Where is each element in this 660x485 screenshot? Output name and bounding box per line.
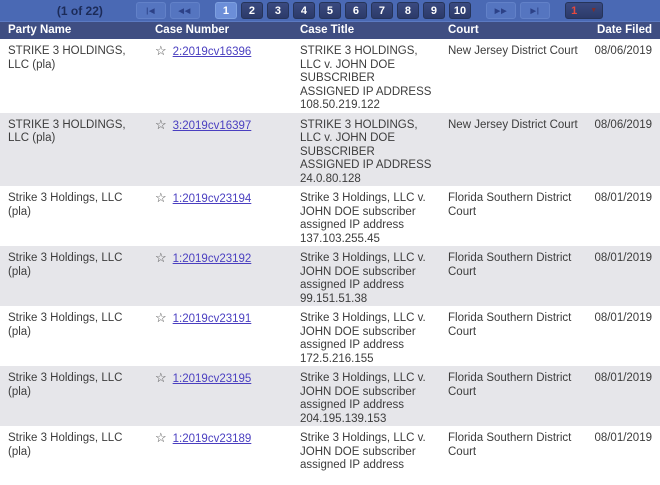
case-number-cell — [147, 426, 295, 485]
table-row — [0, 306, 660, 366]
page-button[interactable]: 1 — [215, 2, 237, 19]
next-page-icon: ▶▶ — [494, 7, 508, 15]
first-page-button[interactable] — [136, 2, 166, 19]
star-icon[interactable]: ☆ — [155, 190, 167, 205]
case-number-link[interactable]: 1:2019cv23195 — [172, 373, 252, 385]
case-number-cell — [147, 186, 295, 246]
party-name-cell: STRIKE 3 HOLDINGS, LLC (pla) — [8, 45, 126, 71]
table-row — [0, 246, 660, 306]
court-cell: Florida Southern District Court — [448, 192, 572, 218]
case-title-cell: Strike 3 Holdings, LLC v. JOHN DOE subscriber assigned IP address — [300, 432, 426, 471]
star-icon[interactable]: ☆ — [155, 310, 167, 325]
page-number-list — [213, 2, 473, 19]
star-icon[interactable]: ☆ — [155, 116, 167, 132]
date-filed-cell: 08/01/2019 — [594, 432, 652, 444]
last-page-button[interactable] — [520, 2, 550, 19]
column-header: Party Name — [8, 24, 72, 36]
last-page-icon: ▶| — [530, 7, 540, 15]
star-icon[interactable]: ☆ — [155, 250, 167, 265]
case-title-cell: STRIKE 3 HOLDINGS, LLC v. JOHN DOE SUBSCRIBER ASSIGNED IP ADDRESS 24.0.80.128 — [300, 118, 432, 185]
date-filed-cell: 08/01/2019 — [594, 252, 652, 264]
first-page-icon: |◀ — [146, 7, 156, 15]
page-report: (1 of 22) — [56, 3, 103, 18]
page-jump-dropdown[interactable] — [565, 2, 603, 19]
party-name-cell: Strike 3 Holdings, LLC (pla) — [8, 252, 123, 278]
case-number-link[interactable]: 1:2019cv23192 — [172, 253, 252, 265]
court-cell: Florida Southern District Court — [448, 312, 572, 338]
table-row — [0, 366, 660, 426]
date-filed-cell: 08/01/2019 — [594, 312, 652, 324]
page-button[interactable]: 8 — [397, 2, 419, 19]
column-header: Date Filed — [597, 24, 652, 36]
page-button[interactable]: 4 — [293, 2, 315, 19]
case-title-cell: STRIKE 3 HOLDINGS, LLC v. JOHN DOE SUBSCRIBER ASSIGNED IP ADDRESS 108.50.219.122 — [300, 45, 432, 111]
party-name-cell: Strike 3 Holdings, LLC (pla) — [8, 192, 123, 218]
date-filed-cell: 08/01/2019 — [594, 192, 652, 204]
case-number-link[interactable]: 1:2019cv23191 — [172, 313, 252, 325]
table-row — [0, 186, 660, 246]
party-name-cell: Strike 3 Holdings, LLC (pla) — [8, 372, 123, 398]
case-title-cell: Strike 3 Holdings, LLC v. JOHN DOE subscriber assigned IP address 99.151.51.38 — [300, 252, 426, 305]
party-name-cell: Strike 3 Holdings, LLC (pla) — [8, 432, 123, 458]
column-header: Case Number — [155, 24, 230, 36]
case-number-link[interactable]: 3:2019cv16397 — [172, 119, 252, 132]
case-number-cell — [147, 306, 295, 366]
case-number-link[interactable]: 1:2019cv23189 — [172, 433, 252, 445]
date-filed-cell: 08/01/2019 — [594, 372, 652, 384]
page-button[interactable]: 3 — [267, 2, 289, 19]
star-icon[interactable]: ☆ — [155, 43, 167, 58]
case-number-link[interactable]: 2:2019cv16396 — [172, 46, 252, 58]
court-cell: Florida Southern District Court — [448, 372, 572, 398]
case-number-cell — [147, 113, 295, 187]
case-number-cell — [147, 366, 295, 426]
page-button[interactable]: 7 — [371, 2, 393, 19]
table-body — [0, 39, 660, 485]
court-cell: Florida Southern District Court — [448, 432, 572, 458]
date-filed-cell: 08/06/2019 — [594, 45, 652, 57]
case-title-cell: Strike 3 Holdings, LLC v. JOHN DOE subscriber assigned IP address 204.195.139.153 — [300, 372, 426, 425]
page-button[interactable]: 9 — [423, 2, 445, 19]
page-button[interactable]: 6 — [345, 2, 367, 19]
previous-page-button[interactable] — [170, 2, 200, 19]
party-name-cell: Strike 3 Holdings, LLC (pla) — [8, 312, 123, 338]
next-page-button[interactable] — [486, 2, 516, 19]
star-icon[interactable]: ☆ — [155, 370, 167, 385]
court-cell: New Jersey District Court — [448, 45, 578, 57]
case-title-cell: Strike 3 Holdings, LLC v. JOHN DOE subscriber assigned IP address 172.5.216.155 — [300, 312, 426, 365]
table-row — [0, 39, 660, 113]
court-cell: New Jersey District Court — [448, 118, 578, 131]
previous-page-icon: ◀◀ — [178, 7, 192, 15]
page-jump-value: 1 — [571, 4, 578, 17]
column-header: Court — [448, 24, 479, 36]
chevron-down-icon: ▼ — [590, 7, 598, 14]
column-header: Case Title — [300, 24, 355, 36]
star-icon[interactable]: ☆ — [155, 430, 167, 445]
case-number-cell — [147, 246, 295, 306]
court-cell: Florida Southern District Court — [448, 252, 572, 278]
case-number-link[interactable]: 1:2019cv23194 — [172, 193, 252, 205]
table-row — [0, 113, 660, 187]
table-row — [0, 426, 660, 485]
date-filed-cell: 08/06/2019 — [594, 118, 652, 131]
page-button[interactable]: 2 — [241, 2, 263, 19]
table-header-row — [0, 22, 660, 39]
page-button[interactable]: 10 — [449, 2, 471, 19]
case-title-cell: Strike 3 Holdings, LLC v. JOHN DOE subscriber assigned IP address 137.103.255.45 — [300, 192, 426, 245]
party-name-cell: STRIKE 3 HOLDINGS, LLC (pla) — [8, 118, 126, 144]
page-button[interactable]: 5 — [319, 2, 341, 19]
case-number-cell — [147, 39, 295, 113]
paginator — [0, 0, 660, 22]
